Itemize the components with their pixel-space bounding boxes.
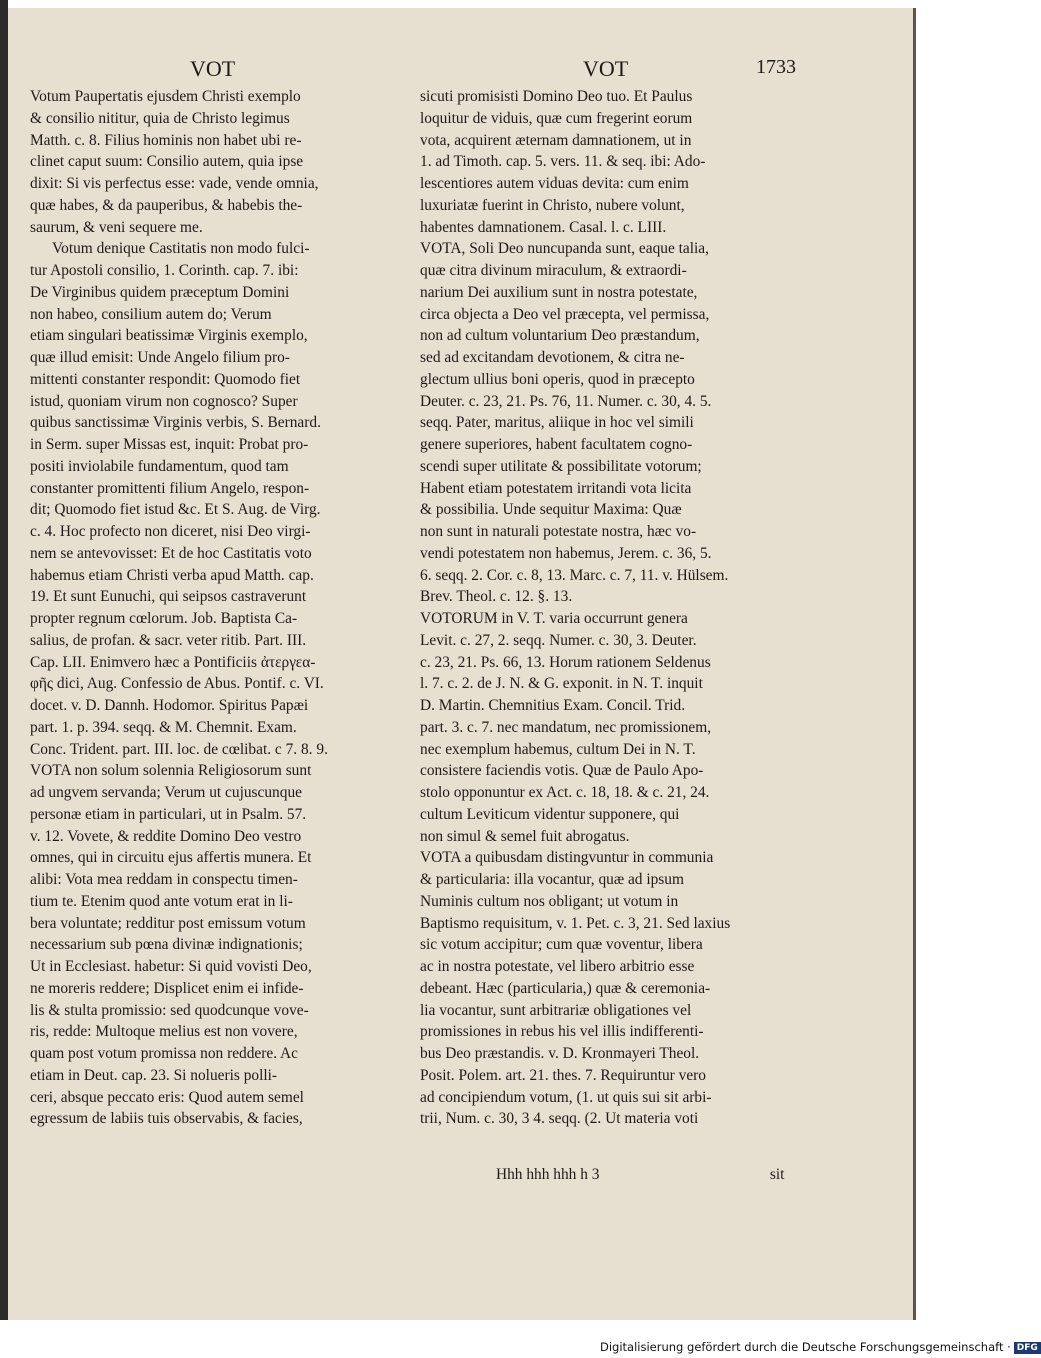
text-line: φῆς dici, Aug. Confessio de Abus. Pontif. c. VI. [30,675,324,693]
text-line: habentes damnationem. Casal. l. c. LIII. [420,218,667,236]
text-line: De Virginibus quidem præceptum Domini [30,283,290,301]
text-line: tium te. Etenim quod ante votum erat in li- [30,892,293,910]
text-line: Ut in Ecclesiast. habetur: Si quid vovisti Deo, [30,958,312,975]
text-line: Baptismo requisitum, v. 1. Pet. c. 3, 21. Sed laxius [420,914,731,932]
text-line: Votum denique Castitatis non modo fulci- [52,240,310,258]
text-line: loquitur de viduis, quæ cum fregerint eorum [420,109,693,127]
text-line: cultum Leviticum videntur supponere, qui [420,805,680,823]
text-line: v. 12. Vovete, & reddite Domino Deo vestro [30,827,302,845]
text-line: Votum Paupertatis ejusdem Christi exemplo [30,88,301,105]
text-line: alibi: Vota mea reddam in conspectu timen- [30,871,298,888]
text-line: stolo opponuntur ex Act. c. 18, 18. & c. 21, 24. [420,784,710,801]
text-line: non simul & semel fuit abrogatus. [420,827,630,845]
footer-text: Digitalisierung gefördert durch die Deutsche Forschungsgemeinschaft · [600,1340,1011,1354]
text-line: part. 1. p. 394. seqq. & M. Chemnit. Exam. [30,718,297,736]
text-line: habemus etiam Christi verba apud Matth. cap. [30,566,314,584]
text-line: quæ illud emisit: Unde Angelo filium pro- [30,349,290,366]
text-line: ad ungvem servanda; Verum ut cujuscunque [30,784,302,801]
page-number: 1733 [756,56,796,78]
text-line: sic votum accipitur; cum quæ voventur, libera [420,936,703,954]
signature-mark: Hhh hhh hhh h 3 [496,1166,600,1183]
text-line: dixit: Si vis perfectus esse: vade, vende omnia, [30,175,319,192]
text-line: 1. ad Timoth. cap. 5. vers. 11. & seq. ibi: Ado- [420,153,706,171]
catchline [496,1166,806,1184]
text-line: Matth. c. 8. Filius hominis non habet ubi re- [30,131,302,149]
text-line: ne moreris reddere; Displicet enim ei infide- [30,979,304,997]
text-line: lescentiores autem viduas devita: cum enim [420,175,689,192]
text-line: quibus sanctissimæ Virginis verbis, S. Bernard. [30,414,321,432]
text-line: quæ citra divinum miraculum, & extraordi- [420,262,687,279]
text-line: 6. seqq. 2. Cor. c. 8, 13. Marc. c. 7, 11. v. Hülsem. [420,566,729,584]
left-column [30,86,405,1130]
text-line: luxuriatæ fuerint in Christo, nubere volunt, [420,196,685,214]
text-line: omnes, qui in circuitu ejus affertis munera. Et [30,849,312,867]
text-line: consistere faciendis votis. Quæ de Paulo Apo- [420,762,704,780]
text-line: Deuter. c. 23, 21. Ps. 76, 11. Numer. c. 30, 4. 5. [420,392,712,410]
text-line: Posit. Polem. art. 21. thes. 7. Requiruntur vero [420,1066,706,1084]
text-line: l. 7. c. 2. de J. N. & G. exponit. in N. T. inquit [420,675,703,693]
text-line: docet. v. D. Dannh. Hodomor. Spiritus Papæi [30,697,309,714]
text-line: bus Deo præstandis. v. D. Kronmayeri Theol. [420,1045,700,1062]
text-line: sicuti promisisti Domino Deo tuo. Et Paulus [420,88,693,105]
text-line: narium Dei auxilium sunt in nostra potestate, [420,283,698,301]
text-line: Cap. LII. Enimvero hæc a Pontificiis ἀτεργεα- [30,653,316,671]
running-head-left: VOT [190,56,236,81]
text-line: lis & stulta promissio: sed quodcunque vove- [30,1001,309,1019]
text-line: ceri, absque peccato eris: Quod autem semel [30,1088,304,1106]
text-line: promissiones in rebus his vel illis indifferenti- [420,1023,704,1041]
text-line: positi inviolabile fundamentum, quod tam [30,457,289,475]
text-line: & possibilia. Unde sequitur Maxima: Quæ [420,501,682,519]
text-line: bera voluntate; redditur post emissum votum [30,914,306,932]
text-line: circa objecta a Deo vel præcepta, vel permissa, [420,305,710,323]
text-line: VOTORUM in V. T. varia occurrunt genera [420,610,688,627]
text-line: ac in nostra potestate, vel libero arbitrio esse [420,958,695,975]
text-line: 19. Et sunt Eunuchi, qui seipsos castraverunt [30,588,307,606]
text-line: tur Apostoli consilio, 1. Corinth. cap. 7. ibi: [30,262,299,279]
text-line: istud, quoniam virum non cognosco? Super [30,392,298,410]
right-column [420,86,795,1130]
text-line: lia vocantur, sunt arbitrariæ obligationes vel [420,1001,692,1019]
text-line: nec exemplum habemus, cultum Dei in N. T. [420,740,696,758]
text-line: scendi super utilitate & possibilitate votorum; [420,457,702,475]
text-line: VOTA non solum solennia Religiosorum sunt [30,762,312,780]
text-line: trii, Num. c. 30, 3 4. seqq. (2. Ut materia voti [420,1110,699,1128]
text-line: saurum, & veni sequere me. [30,218,203,236]
text-line: c. 23, 21. Ps. 66, 13. Horum rationem Seldenus [420,653,711,671]
text-line: propter regnum cœlorum. Job. Baptista Ca- [30,610,298,627]
text-line: Habent etiam potestatem irritandi vota licita [420,479,692,497]
text-line: seqq. Pater, maritus, aliique in hoc vel simili [420,414,694,432]
text-line: Levit. c. 27, 2. seqq. Numer. c. 30, 3. Deuter. [420,631,697,649]
dfg-logo: DFG [1014,1342,1041,1354]
text-line: etiam in Deut. cap. 23. Si nolueris polli- [30,1066,278,1084]
text-line: etiam singulari beatissimæ Virginis exemplo, [30,327,308,345]
text-line: genere superiores, habent facultatem cogno- [420,436,693,453]
scan-edge-shadow [0,0,8,1320]
text-line: & consilio nititur, quia de Christo legimus [30,109,290,127]
text-line: ris, redde: Multoque melius est non vovere, [30,1023,298,1041]
text-line: dit; Quomodo fiet istud &c. Et S. Aug. de Virg. [30,501,321,519]
text-line: Brev. Theol. c. 12. §. 13. [420,588,573,606]
text-line: VOTA, Soli Deo nuncupanda sunt, eaque talia, [420,240,709,258]
scan-margin [916,8,1000,1320]
text-line: personæ etiam in particulari, ut in Psalm. 57. [30,805,307,823]
text-line: nem se antevovisset: Et de hoc Castitatis voto [30,544,312,562]
text-line: quam post votum promissa non reddere. Ac [30,1045,299,1062]
text-line: glectum ullius boni operis, quod in præcepto [420,370,695,388]
text-line: salius, de profan. & sacr. veter ritib. Part. III. [30,631,307,649]
text-line: in Serm. super Missas est, inquit: Probat pro- [30,436,309,453]
text-line: VOTA a quibusdam distingvuntur in communia [420,849,714,867]
text-line: egressum de labiis tuis observabis, & facies, [30,1110,303,1128]
text-line: part. 3. c. 7. nec mandatum, nec promissionem, [420,718,712,736]
text-line: D. Martin. Chemnitius Exam. Concil. Trid. [420,697,686,714]
text-line: non ad cultum voluntarium Deo præstandum, [420,327,700,345]
text-line: constanter promittenti filium Angelo, respon- [30,479,310,497]
text-line: ad concipiendum votum, (1. ut quis sui sit arbi- [420,1088,712,1106]
digitization-footer [600,1340,1041,1354]
text-line: non sunt in naturali potestate nostra, hæc vo- [420,523,697,540]
text-line: non habeo, consilium autem do; Verum [30,305,272,323]
text-line: quæ habes, & da pauperibus, & habebis the- [30,196,303,214]
text-line: necessarium sub pœna divinæ indignationis; [30,936,303,954]
text-line: sed ad excitandam devotionem, & citra ne- [420,349,685,366]
text-line: c. 4. Hoc profecto non diceret, nisi Deo virgi- [30,523,311,540]
text-line: Numinis cultum nos obligant; ut votum in [420,892,679,910]
text-line: vota, acquirent æternam damnationem, ut in [420,131,692,149]
text-line: Conc. Trident. part. III. loc. de cœlibat. c 7. 8. 9. [30,740,328,758]
text-line: & particularia: illa vocantur, quæ ad ipsum [420,871,684,888]
running-head-center: VOT [583,56,629,81]
text-line: debeant. Hæc (particularia,) quæ & ceremonia- [420,979,711,997]
catchword: sit [769,1166,785,1183]
text-line: mittenti constanter respondit: Quomodo fiet [30,370,301,388]
text-line: clinet caput suum: Consilio autem, quia ipse [30,153,304,171]
text-line: vendi potestatem non habemus, Jerem. c. 36, 5. [420,544,712,562]
